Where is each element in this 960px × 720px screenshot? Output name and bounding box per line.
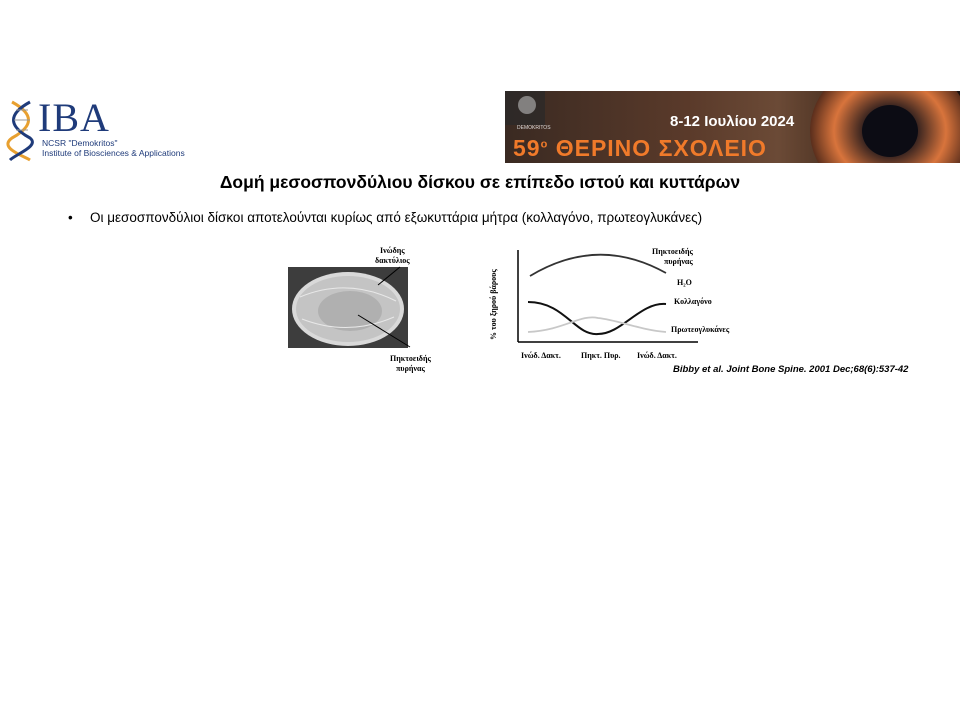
legend-collagen: Κολλαγόνο [674,297,712,306]
dna-helix-icon [4,98,40,162]
iba-logo [4,95,185,162]
logo-brand: IBA [38,95,110,140]
bullet-text: Οι μεσοσπονδύλιοι δίσκοι αποτελούνται κυρίως από εξωκυττάρια μήτρα (κολλαγόνο, πρωτεογλυκάνες) [90,210,703,225]
slide-title: Δομή μεσοσπονδύλιου δίσκου σε επίπεδο ιστού και κυττάρων [219,172,741,192]
bullet-point [68,210,702,225]
photo-label-nucleus: Πηκτοειδής πυρήνας [390,354,431,373]
chart-ylabel: % του ξηρού βάρους [489,269,498,340]
series-line-water [530,255,666,276]
banner-school: $59^o$ ΘΕΡΙΝΟ ΣΧΟΛΕΙΟ [513,135,767,161]
banner-date: 8-12 Ιουλίου 2024 [670,113,795,130]
x-tick-label-3: Ινώδ. Δακτ. [637,351,677,360]
x-tick-label-1: Ινώδ. Δακτ. [521,351,561,360]
x-tick-label-2: Πηκτ. Πυρ. [581,351,621,360]
photo-pointer-lines [330,255,440,355]
photo-label-annulus: Ινώδης δακτύλιος [375,246,410,265]
banner-dem-label: DEMOKRITOS [517,125,551,131]
bullet-marker: • [68,210,73,225]
summer-school-banner [505,91,960,163]
legend-nucleus: Πηκτοειδής πυρήνας [652,247,693,266]
citation: Bibby et al. Joint Bone Spine. 2001 Dec;68(6):537-42 [673,364,909,375]
series-line-proteoglycans [528,317,666,332]
legend-proteoglycans: Πρωτεογλυκάνες [671,325,730,334]
logo-subtitle: NCSR "Demokritos" Institute of Biosciences & Applications [42,138,185,158]
legend-water: H₂O [677,278,692,287]
